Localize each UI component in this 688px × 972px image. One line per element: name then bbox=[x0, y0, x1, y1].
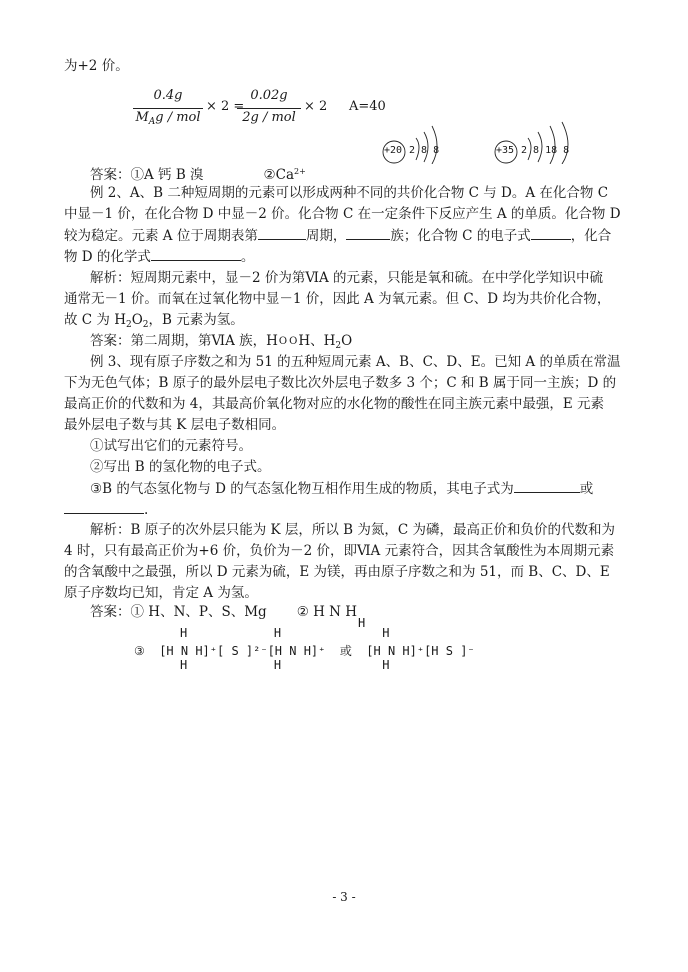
atom-structure-diagram-br bbox=[492, 120, 582, 168]
fill-blank[interactable] bbox=[258, 225, 306, 240]
nucleus-charge: +35 bbox=[496, 145, 515, 156]
fraction-bar bbox=[133, 108, 203, 109]
text-line: 故 C 为 $H_2O_2$，B 元素为氢。 bbox=[64, 312, 244, 330]
text-line: 最外层电子数与其 K 层电子数相同。 bbox=[64, 417, 286, 433]
text-line: . bbox=[64, 499, 148, 521]
electron-formula-bottom: H H H bbox=[180, 658, 390, 672]
text-line: 较为稳定。元素 A 位于周期表第 周期， 族；化合物 C 的电子式 ，化合 bbox=[64, 225, 611, 247]
text-line: 的含氧酸中之最强，所以 D 元素为硫，E 为镁，再由原子序数之和为 51，而 B、C、D、E bbox=[64, 564, 610, 580]
question-item: ③B 的气态氢化物与 D 的气态氢化物互相作用生成的物质，其电子式为 或 bbox=[90, 478, 593, 500]
text-line: 为+2 价。 bbox=[64, 58, 129, 74]
fraction-bar bbox=[237, 108, 301, 109]
electron-shell-icon bbox=[492, 120, 582, 164]
text-line: 解析：B 原子的次外层只能为 K 层，所以 B 为氮，C 为磷，最高正价和负价的代数和为 bbox=[90, 522, 616, 538]
fill-blank[interactable] bbox=[64, 499, 144, 514]
text-line: 原子序数均已知，肯定 A 为氢。 bbox=[64, 585, 258, 601]
electron-formula-top: H H H bbox=[180, 626, 390, 640]
answer-line: 答案：①A 钙 B 溴 $②Ca^{2+}$ bbox=[90, 167, 306, 183]
text-line: 中显－1 价，在化合物 D 中显－2 价。化合物 C 在一定条件下反应产生 A 的单质。化合物 D bbox=[64, 206, 621, 222]
nucleus-charge: +20 bbox=[384, 145, 403, 156]
fraction-numerator: 0.02g bbox=[250, 88, 288, 103]
atom-structure-diagram-ca bbox=[380, 120, 450, 168]
fill-blank[interactable] bbox=[531, 225, 571, 240]
answer-line: 答案：第二周期，第ⅥA 族，HO OH、$H_2O$ bbox=[90, 333, 353, 351]
electron-shell-icon bbox=[380, 120, 450, 164]
result-text: A=40 bbox=[349, 99, 386, 114]
fraction-numerator: 0.4g bbox=[153, 88, 183, 103]
text-line: 物 D 的化学式 。 bbox=[64, 246, 254, 268]
fill-blank[interactable] bbox=[514, 478, 580, 493]
text-line: 例 3、现有原子序数之和为 51 的五种短周元素 A、B、C、D、E。已知 A 的单质在常温 bbox=[90, 354, 621, 370]
multiply-sign: × 2 = bbox=[206, 99, 245, 114]
shell-electrons: 2 8 18 8 bbox=[521, 145, 570, 156]
fraction-denominator: 2g / mol bbox=[242, 110, 296, 125]
text-line: 例 2、A、B 二种短周期的元素可以形成两种不同的共价化合物 C 与 D。A 在化合物 C bbox=[90, 185, 609, 201]
electron-formula-h: H bbox=[358, 616, 366, 630]
text-line: 解析：短周期元素中，显－2 价为第ⅥA 的元素，只能是氧和硫。在中学化学知识中硫 bbox=[90, 270, 603, 286]
page-number: - 3 - bbox=[332, 890, 356, 904]
fraction-denominator: $M_Ag$ / mol bbox=[135, 110, 201, 127]
text-line: 通常无－1 价。而氧在过氧化物中显－1 价，因此 A 为氧元素。但 C、D 均为共价化合物， bbox=[64, 291, 611, 307]
multiply-sign: × 2 bbox=[304, 99, 328, 114]
fill-blank[interactable] bbox=[151, 246, 241, 261]
shell-electrons: 2 8 8 bbox=[409, 145, 440, 156]
question-item: ②写出 B 的氢化物的电子式。 bbox=[90, 459, 271, 475]
text-line: 4 时，只有最高正价为+6 价，负价为－2 价，即ⅥA 元素符合，因其含氧酸性为本周期元素 bbox=[64, 543, 615, 559]
fill-blank[interactable] bbox=[346, 225, 390, 240]
question-item: ①试写出它们的元素符号。 bbox=[90, 438, 252, 454]
text-line: 下为无色气体；B 原子的最外层电子数比次外层电子数多 3 个；C 和 B 属于同一主族；D 的 bbox=[64, 375, 617, 391]
electron-formula-main: ③ [H N H]⁺[ S ]²⁻[H N H]⁺ 或 [H N H]⁺[H S ]⁻ bbox=[134, 644, 475, 658]
text-line: 最高正价的代数和为 4，其最高价氧化物对应的水化物的酸性在同主族元素中最强，E 元素 bbox=[64, 396, 605, 412]
answer-line: 答案：① H、N、P、S、Mg ② H N H bbox=[90, 604, 358, 620]
